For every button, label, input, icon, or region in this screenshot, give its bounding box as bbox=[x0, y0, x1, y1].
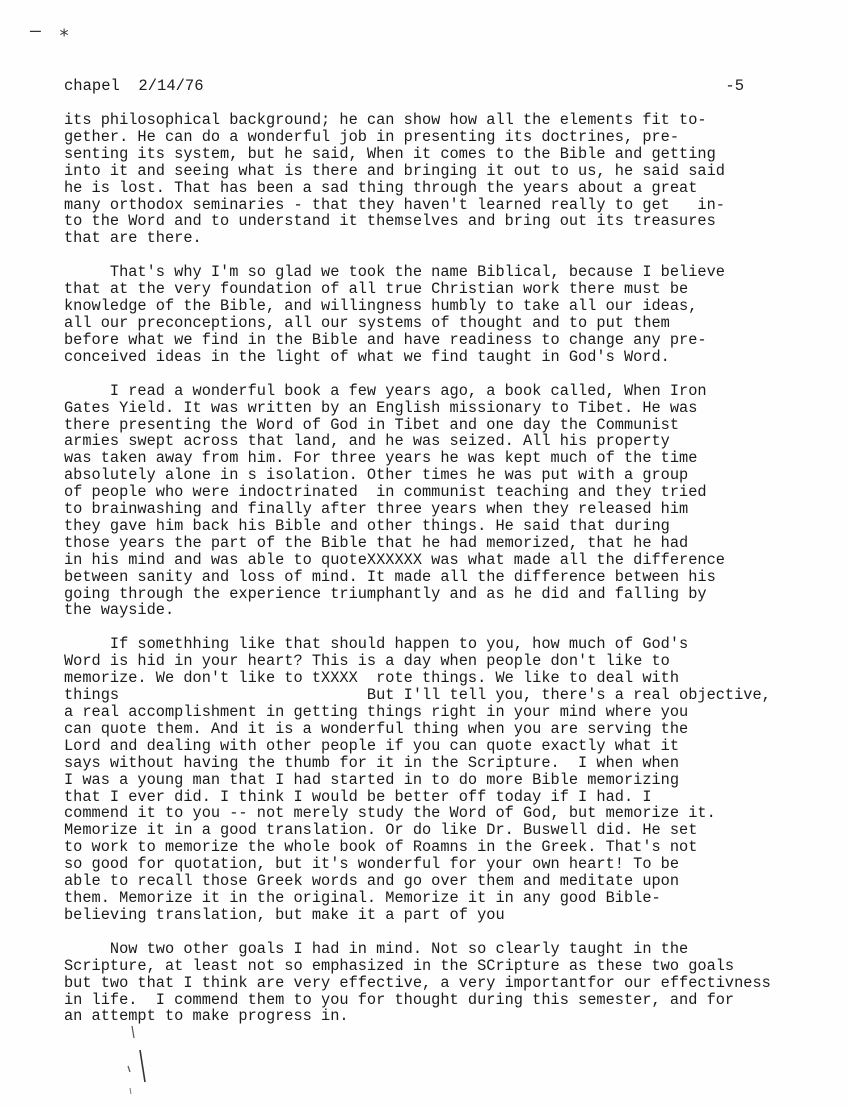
text-line: he is lost. That has been a sad thing through the years about a great bbox=[64, 178, 698, 197]
text-line: its philosophical background; he can show how all the elements fit to- bbox=[64, 111, 707, 129]
text-line: memorize. We don't like to tXXXX rote things. We like to deal with bbox=[64, 669, 680, 688]
page-header bbox=[64, 78, 744, 98]
header-title-date: chapel 2/14/76 bbox=[64, 77, 204, 95]
text-line: I was a young man that I had started in to do more Bible memorizing bbox=[64, 770, 680, 789]
page-number: -5 bbox=[725, 77, 744, 95]
paragraph bbox=[64, 636, 794, 923]
text-line: If somethhing like that should happen to you, how much of God's bbox=[64, 635, 689, 654]
paragraph bbox=[64, 264, 794, 365]
text-line: Lord and dealing with other people if you can quote exactly what it bbox=[64, 736, 680, 755]
text-line: so good for quotation, but it's wonderful for your own heart! To be bbox=[64, 855, 680, 874]
text-line: a real accomplishment in getting things right in your mind where you bbox=[64, 703, 689, 721]
paragraph bbox=[64, 383, 794, 620]
text-line: That's why I'm so glad we took the name Biblical, because I believe bbox=[64, 263, 725, 282]
text-line: was taken away from him. For three years he was kept much of the time bbox=[64, 449, 698, 468]
text-line: them. Memorize it in the original. Memorize it in any good Bible- bbox=[64, 888, 661, 907]
paragraph bbox=[64, 941, 794, 1026]
text-line: Scripture, at least not so emphasized in the SCripture as these two goals bbox=[64, 956, 735, 975]
text-line: conceived ideas in the light of what we find taught in God's Word. bbox=[64, 347, 670, 366]
text-line: absolutely alone in s isolation. Other times he was put with a group bbox=[64, 466, 689, 485]
text-line: Word is hid in your heart? This is a day when people don't like to bbox=[64, 652, 670, 671]
text-line: but two that I think are very effective, a very importantfor our effectivness bbox=[64, 973, 771, 992]
text-line: to brainwashing and finally after three years when they released him bbox=[64, 500, 689, 519]
text-line: armies swept across that land, and he was seized. All his property bbox=[64, 432, 670, 451]
text-line: that at the very foundation of all true Christian work there must be bbox=[64, 280, 689, 299]
text-line: commend it to you -- not merely study the Word of God, but memorize it. bbox=[64, 804, 716, 823]
text-line: Gates Yield. It was written by an English missionary to Tibet. He was bbox=[64, 398, 698, 417]
margin-mark: — ⁎ bbox=[30, 22, 73, 42]
text-line: Now two other goals I had in mind. Not so clearly taught in the bbox=[64, 939, 689, 958]
text-line: gether. He can do a wonderful job in presenting its doctrines, pre- bbox=[64, 127, 680, 146]
text-line: Memorize it in a good translation. Or do like Dr. Buswell did. He set bbox=[64, 821, 698, 840]
paragraph-gap bbox=[64, 366, 794, 383]
text-line: says without having the thumb for it in the Scripture. I when when bbox=[64, 753, 680, 772]
text-line: in his mind and was able to quoteXXXXXX was what made all the difference bbox=[64, 550, 725, 569]
text-line: those years the part of the Bible that he had memorized, that he had bbox=[64, 533, 689, 552]
text-line: senting its system, but he said, When it comes to the Bible and getting bbox=[64, 144, 716, 163]
ink-mark-decoration bbox=[118, 1022, 158, 1102]
paragraph-gap bbox=[64, 619, 794, 636]
text-line: that I ever did. I think I would be better off today if I had. I bbox=[64, 787, 652, 806]
body-text bbox=[64, 112, 794, 1025]
text-line: knowledge of the Bible, and willingness humbly to take all our ideas, bbox=[64, 297, 698, 316]
text-line: there presenting the Word of God in Tibet and one day the Communist bbox=[64, 415, 680, 434]
text-line: I read a wonderful book a few years ago, a book called, When Iron bbox=[64, 381, 707, 400]
text-line: that are there. bbox=[64, 229, 202, 248]
paragraph-gap bbox=[64, 247, 794, 264]
text-line: the wayside. bbox=[64, 601, 175, 620]
text-line: they gave him back his Bible and other things. He said that during bbox=[64, 516, 670, 535]
paragraph-gap bbox=[64, 924, 794, 941]
text-line: into it and seeing what is there and bringing it out to us, he said said bbox=[64, 161, 725, 180]
text-line: things But I'll tell you, there's a real objective, bbox=[64, 686, 771, 705]
text-line: between sanity and loss of mind. It made all the difference between his bbox=[64, 567, 716, 586]
text-line: many orthodox seminaries - that they haven't learned really to get in- bbox=[64, 195, 725, 214]
text-line: before what we find in the Bible and have readiness to change any pre- bbox=[64, 330, 707, 349]
text-line: believing translation, but make it a part of you bbox=[64, 905, 505, 924]
text-line: to the Word and to understand it themselves and bring out its treasures bbox=[64, 212, 716, 231]
text-line: an attempt to make progress in. bbox=[64, 1007, 349, 1026]
text-line: can quote them. And it is a wonderful thing when you are serving the bbox=[64, 719, 689, 738]
text-line: of people who were indoctrinated in communist teaching and they tried bbox=[64, 483, 707, 502]
text-line: in life. I commend them to you for thought during this semester, and for bbox=[64, 990, 735, 1009]
text-line: going through the experience triumphantly and as he did and falling by bbox=[64, 584, 707, 603]
text-line: able to recall those Greek words and go over them and meditate upon bbox=[64, 872, 680, 891]
text-line: to work to memorize the whole book of Roamns in the Greek. That's not bbox=[64, 838, 698, 857]
text-line: all our preconceptions, all our systems of thought and to put them bbox=[64, 313, 670, 332]
paragraph bbox=[64, 112, 794, 247]
